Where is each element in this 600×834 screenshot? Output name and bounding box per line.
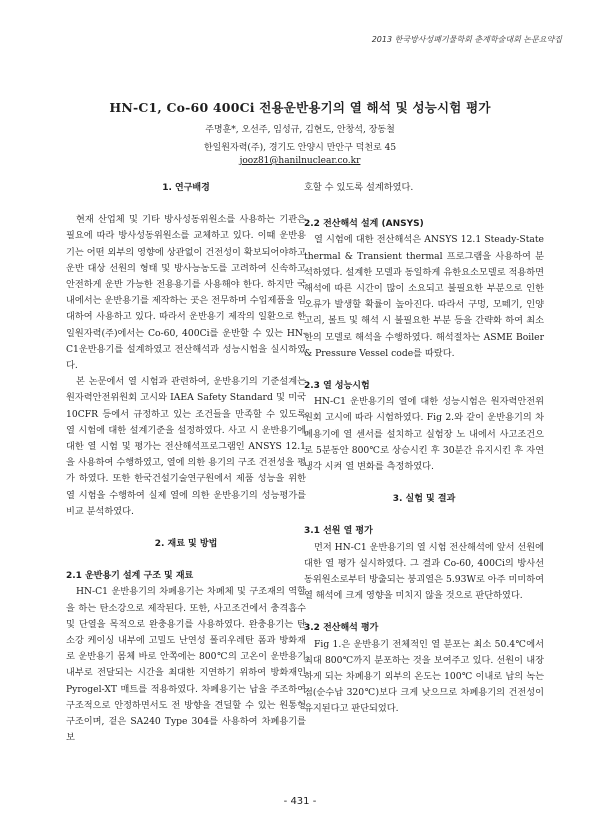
section-heading-3: 3. 실험 및 결과 (392, 494, 456, 505)
paper-title: HN-C1, Co-60 400Ci 전용운반용기의 열 해석 및 성능시험 평가 (109, 100, 491, 115)
subsection-heading-2-3: 2.3 열 성능시험 (304, 381, 370, 392)
subsection-heading-2-2: 2.2 전산해석 설계 (ANSYS) (304, 219, 424, 230)
author-email (0, 156, 600, 166)
page-number: - 431 - (283, 796, 317, 807)
section-heading-2: 2. 재료 및 방법 (154, 539, 218, 550)
paragraph: 본 논문에서 열 시험과 관련하여, 운반용기의 기준설계는 원자력안전위원회 고시와 IAEA Safety Standard 및 미국 10CFR 등에서 규정하고 있는 조건들을 만족할 수 있도록 열 시험에 대한 설계기준을 설정하였다. 사고 시 운반용기에 대한 열 시험 및 평가는 전산해석프로그램인 ANSYS 12.1을 사용하여 수행하였고, 열에 의한 용기의 구조 건전성을 평가 하였다. 또한 한국건설기술연구원에서 제품 성능을 위한 열 시험을 수행하여 실제 열에 의한 운반용기의 성능평가를 비교 분석하였다. (66, 376, 306, 517)
affiliation: 한일원자력(주), 경기도 안양시 만안구 덕천로 45 (203, 143, 397, 153)
paragraph: Fig 1.은 운반용기 전체적인 열 분포는 최소 50.4℃에서 최대 800℃까지 분포하는 것을 보여주고 있다. 선원이 내장하게 되는 차폐용기 외부의 온도는 100℃ 이내로 납의 녹는점(순수납 320℃)보다 크게 낮으므로 차폐용기의 건전성이 유지된다고 판단되었다. (304, 638, 544, 715)
paragraph: HN-C1 운반용기의 열에 대한 성능시험은 원자력안전위원회 고시에 따라 시험하였다. Fig 2.와 같이 운반용기의 차폐용기에 열 센서를 설치하고 실험장 노 내에서 사고조건으로 5분동안 800℃로 상승시킨 후 30분간 유지시킨 후 자연냉각 시켜 열 변화를 측정하였다. (304, 396, 544, 473)
left-column (66, 180, 306, 747)
subsection-heading-3-2: 3.2 전산해석 평가 (304, 623, 379, 634)
author-list: 주명훈*, 오선주, 임성규, 김현도, 안창석, 장동철 (205, 125, 395, 135)
paragraph: 열 시험에 대한 전산해석은 ANSYS 12.1 Steady-State thermal & Transient thermal 프로그램을 사용하여 분석하였다. 설계한 모델과 동일하게 유한요소모델로 적용하면 해석에 따른 시간이 많이 소요되고 불필요한 부분으로 인한 오류가 발생할 확률이 높아진다. 따라서 구멍, 모떼기, 인양고리, 볼트 및 해석 시 불필요한 부분 등을 간략화 하여 최소한의 모델로 해석을 수행하였다. 해석절차는 ASME Boiler & Pressure Vessel code를 따랐다. (304, 234, 544, 359)
running-head: 2013 한국방사성폐기물학회 춘계학술대회 논문요약집 (371, 35, 562, 44)
paragraph: 현재 산업체 및 기타 방사성동위원소를 사용하는 기관은 필요에 따라 방사성동위원소를 교체하고 있다. 이때 운반용기는 어떤 외부의 영향에 상관없이 건전성이 확보되어야하고 운반 대상 선원의 형태 및 방사능농도를 고려하여 신속하고 안전하게 운반 가능한 전용용기를 사용해야 한다. 하지만 국내에서는 운반용기를 제작하는 곳은 전무하며 수입제품을 임대하여 사용하고 있다. 따라서 운반용기 제작의 일환으로 한일원자력(주)에서는 Co-60, 400Ci를 운반할 수 있는 HN-C1운반용기를 설계하였고 전산해석과 성능시험을 실시하였다. (66, 214, 306, 372)
paragraph-continued: 호할 수 있도록 설계하였다. (304, 182, 414, 193)
paragraph: HN-C1 운반용기의 차폐용기는 차폐체 및 구조재의 역할을 하는 탄소강으로 제작된다. 또한, 사고조건에서 충격흡수 및 단열을 목적으로 완충용기를 사용하였다. 완충용기는 탄소강 케이싱 내부에 고밀도 난연성 폴리우레탄 폼과 방화재로 운반용기 몸체 바로 안쪽에는 800℃의 고온이 운반용기 내부로 전달되는 시간을 최대한 지연하기 위하여 방화재인 Pyrogel-XT 매트를 적용하였다. 차폐용기는 납을 주조하여 구조적으로 안정하면서도 전 방향을 견딜할 수 있는 원통형 구조이며, 겉은 SA240 Type 304를 사용하여 차폐용기를 보 (66, 586, 306, 744)
subsection-heading-3-1: 3.1 선원 열 평가 (304, 526, 373, 537)
subsection-heading-2-1: 2.1 운반용기 설계 구조 및 재료 (66, 571, 194, 582)
email-text: jooz81@hanilnuclear.co.kr (239, 156, 361, 166)
right-column (304, 180, 544, 718)
paragraph: 먼저 HN-C1 운반용기의 열 시험 전산해석에 앞서 선원에 대한 열 평가 실시하였다. 그 결과 Co-60, 400Ci의 방사선 동위원소로부터 방출되는 붕괴열은 5.93W로 아주 미미하여 열 해석에 크게 영향을 미치지 않을 것으로 판단하였다. (304, 541, 544, 602)
section-heading-1: 1. 연구배경 (162, 183, 210, 193)
